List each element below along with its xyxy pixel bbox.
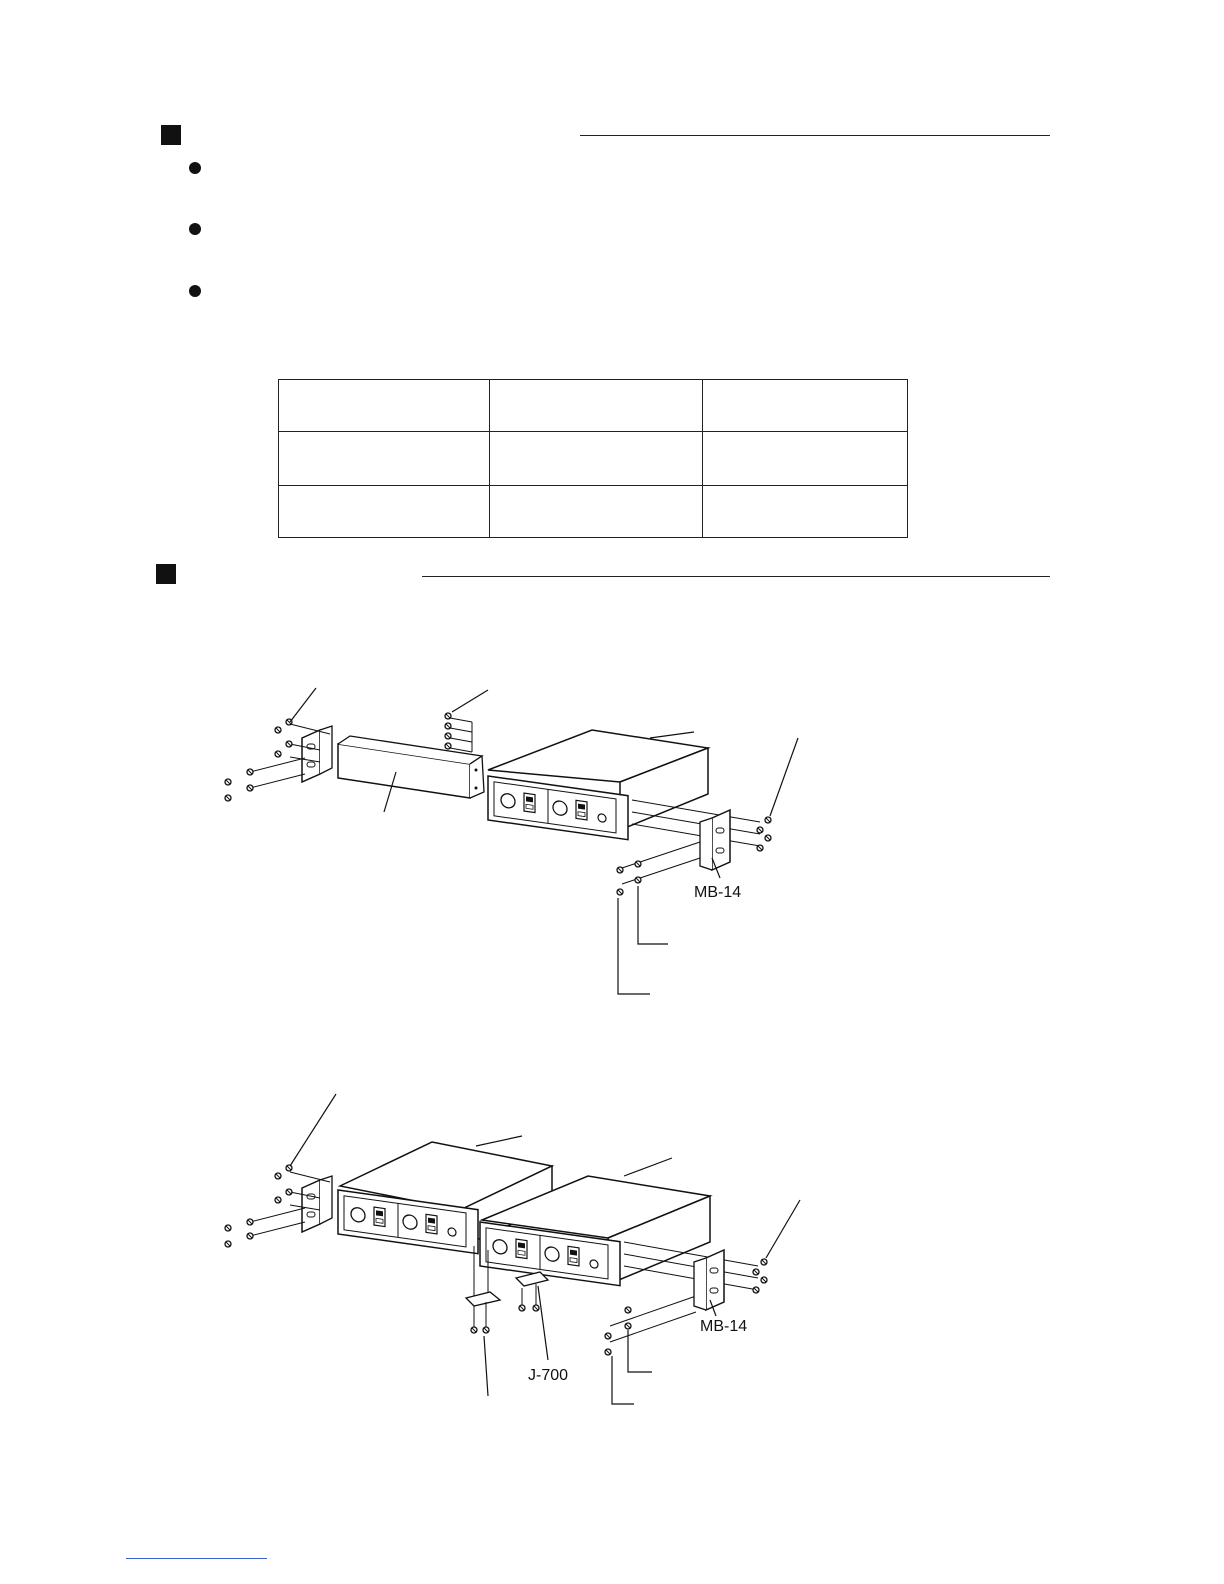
joint-label: J-700 xyxy=(528,1367,569,1384)
diagram-2 xyxy=(225,1094,800,1404)
bracket-label-2: MB-14 xyxy=(700,1318,748,1335)
bracket-label-1: MB-14 xyxy=(694,884,742,901)
footer-link-rule xyxy=(126,1558,267,1559)
diagram-1 xyxy=(225,688,798,994)
